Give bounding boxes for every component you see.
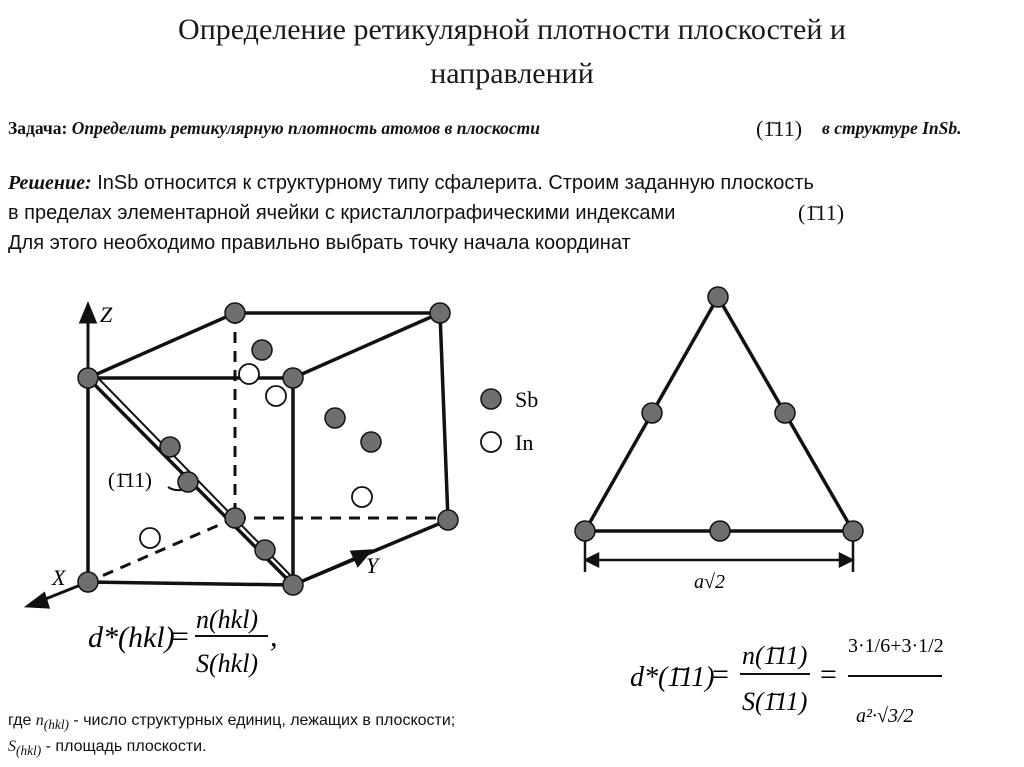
title-line-1: Определение ретикулярной плотности плоскостей и bbox=[178, 13, 846, 46]
note-n-symbol: $n_{(hkl)}$ bbox=[35, 712, 69, 733]
x-arrow-icon bbox=[28, 594, 48, 607]
atom-sb bbox=[78, 572, 98, 592]
note-n-prefix: где bbox=[8, 712, 36, 729]
axes bbox=[28, 305, 370, 607]
note-s-text: - площадь плоскости. bbox=[45, 738, 207, 755]
axis-y-label: Y bbox=[366, 553, 379, 578]
formula-general-comma: , bbox=[270, 620, 278, 653]
note-n bbox=[8, 712, 455, 733]
atom-sb bbox=[283, 575, 303, 595]
atom-sb bbox=[438, 510, 458, 530]
axis-x-label: X bbox=[52, 565, 66, 590]
atom-sb bbox=[775, 403, 795, 423]
dim-arrow-left-icon bbox=[586, 554, 598, 566]
atom-sb bbox=[178, 472, 198, 492]
atom-sb bbox=[225, 303, 245, 323]
atom-sb bbox=[160, 437, 180, 457]
solution-line-3: Для этого необходимо правильно выбрать точку начала координат bbox=[8, 232, 631, 254]
atom-in bbox=[352, 487, 372, 507]
triangle-dimension bbox=[585, 540, 853, 572]
solution-label: Решение: bbox=[8, 172, 92, 194]
atom-sb bbox=[283, 368, 303, 388]
task-tail: в структуре InSb. bbox=[822, 118, 962, 138]
atom-sb bbox=[843, 521, 863, 541]
formula-specific-den: S(1̄11) bbox=[742, 687, 808, 716]
atom-sb bbox=[430, 303, 450, 323]
atom-sb bbox=[255, 540, 275, 560]
atom-in bbox=[140, 528, 160, 548]
formula-general bbox=[88, 605, 278, 678]
legend-sb-label: Sb bbox=[515, 387, 539, 412]
atom-sb bbox=[575, 521, 595, 541]
atom-sb bbox=[252, 340, 272, 360]
formula-specific-rhs-den: a²·√3/2 bbox=[856, 705, 914, 727]
task-label: Задача: bbox=[8, 118, 68, 138]
atom-sb bbox=[710, 521, 730, 541]
plane-triangle bbox=[585, 297, 853, 531]
legend-in-icon bbox=[481, 432, 501, 452]
formula-specific-equals-2: = bbox=[820, 658, 837, 691]
atom-sb bbox=[78, 368, 98, 388]
formula-general-equals: = bbox=[170, 620, 191, 653]
axis-z-label: Z bbox=[100, 302, 113, 327]
plane-label: (1̄11) bbox=[108, 468, 152, 492]
atom-sb bbox=[225, 508, 245, 528]
z-arrow-icon bbox=[81, 305, 95, 322]
formula-general-numerator: n(hkl) bbox=[196, 605, 259, 634]
triangle-base-label: a√2 bbox=[694, 571, 725, 593]
legend-sb-icon bbox=[481, 389, 501, 409]
title-line-2: направлений bbox=[430, 57, 594, 90]
task-miller-indices: (1̄11) bbox=[756, 116, 803, 141]
solution-line-2: в пределах элементарной ячейки с кристаллографическими индексами bbox=[8, 202, 676, 224]
formula-specific-rhs-num: 3·1/6+3·1/2 bbox=[848, 635, 944, 657]
task-text: Определить ретикулярную плотность атомов в плоскости bbox=[71, 118, 540, 138]
solution-line-1-text: InSb относится к структурному типу сфалерита. Строим заданную плоскость bbox=[97, 172, 814, 194]
formula-specific bbox=[630, 635, 944, 727]
formula-specific-lhs: d*(1̄11) bbox=[630, 662, 715, 693]
atom-in bbox=[239, 364, 259, 384]
atom-sb bbox=[361, 432, 381, 452]
formula-general-lhs: d*(hkl) bbox=[88, 621, 175, 654]
sb-atoms bbox=[78, 303, 458, 595]
atom-in bbox=[266, 386, 286, 406]
solution-miller-indices: (1̄11) bbox=[798, 200, 845, 225]
formula-specific-equals-1: = bbox=[712, 658, 729, 691]
legend-in-label: In bbox=[515, 430, 534, 455]
note-s-symbol: $S_{(hkl)}$ bbox=[8, 738, 42, 759]
triangle-atoms bbox=[575, 287, 863, 541]
legend bbox=[481, 387, 538, 455]
atom-sb bbox=[708, 287, 728, 307]
note-s bbox=[8, 738, 207, 759]
atom-sb bbox=[325, 408, 345, 428]
formula-general-denominator: S(hkl) bbox=[196, 649, 259, 678]
formula-specific-num: n(1̄11) bbox=[742, 641, 808, 670]
note-n-text: - число структурных единиц, лежащих в плоскости; bbox=[73, 712, 456, 729]
dim-arrow-right-icon bbox=[840, 554, 852, 566]
atom-sb bbox=[642, 403, 662, 423]
